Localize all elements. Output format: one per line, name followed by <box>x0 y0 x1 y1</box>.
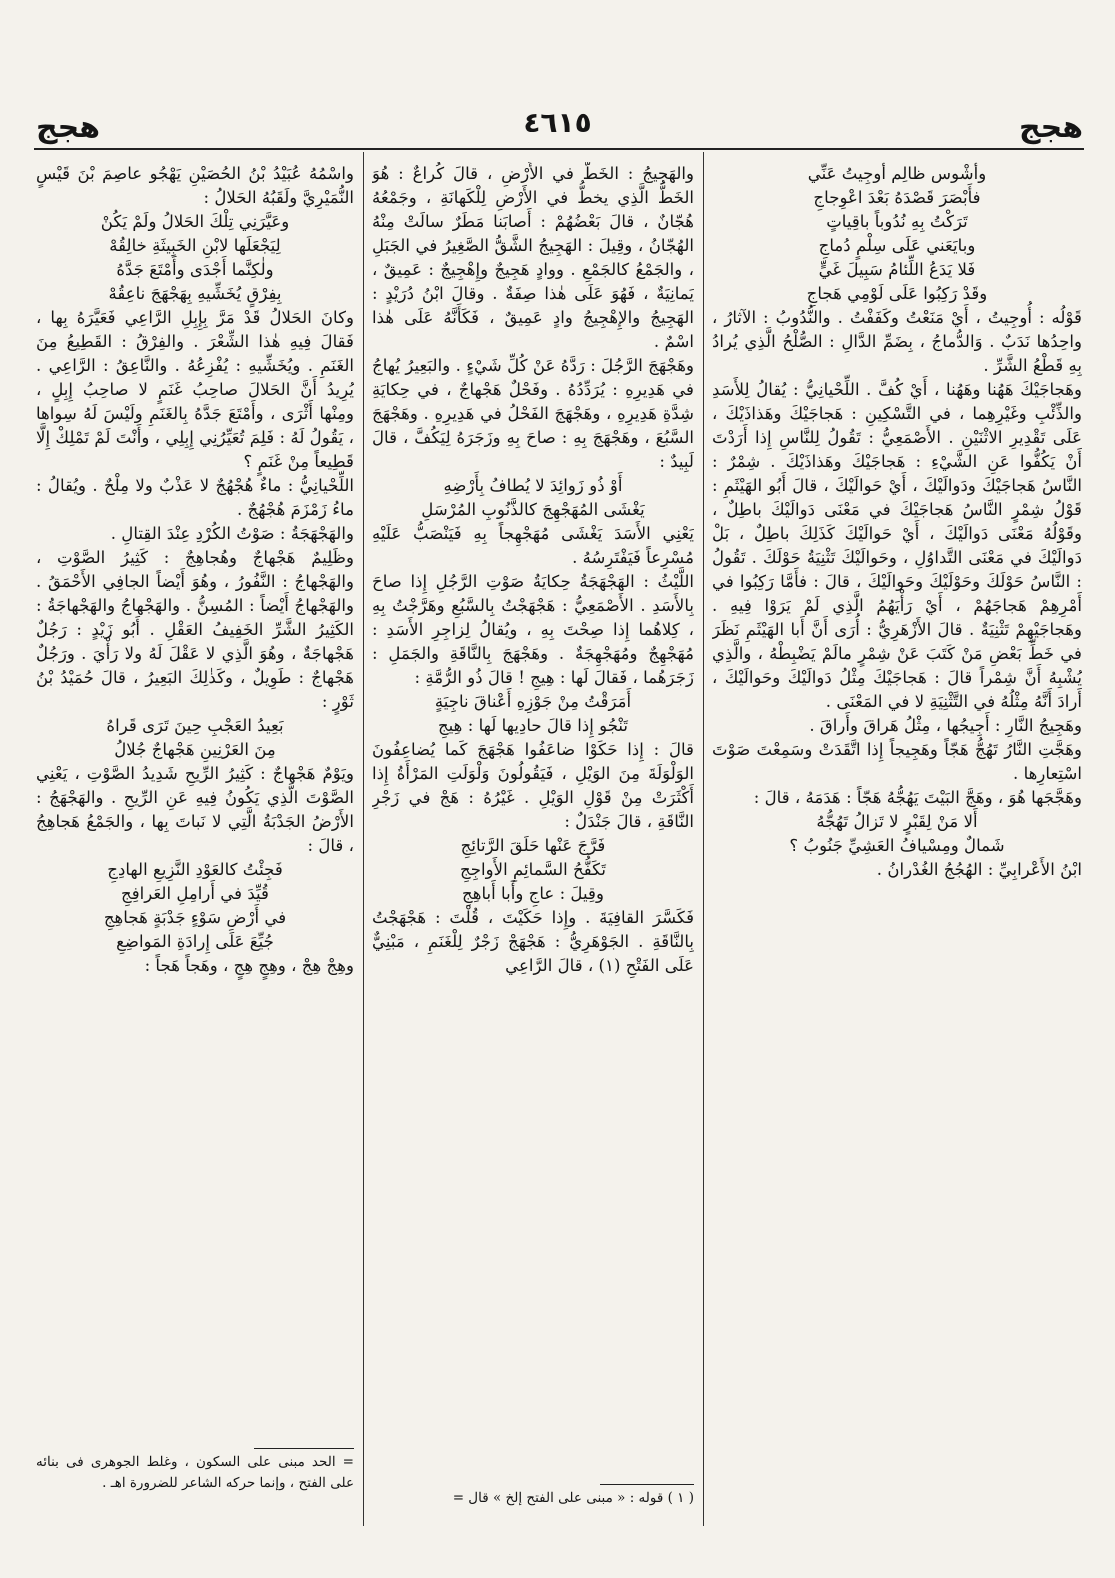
verse-line: فأَبْصَرَ قَصْدَهُ بَعْدَ اعْوِجاجِ <box>813 188 981 207</box>
entry-paragraph: اللَّيْثُ : الهَجْهَجَةُ حِكايَةُ صَوْتِ الرَّجُلِ إِذا صاحَ بِالأَسَدِ . الأَصْمَعِيُّ : هَجْهَجْتُ بِالسَّبُعِ وهَرَّجْتُ بِهِ ، كِلاهُما إِذا صِحْتَ بِهِ ، ويُقالُ لِزاجِرِ الأَسَدِ : مُهَجْهِجٌ ومُهَجْهِجَةٌ . وهَجْهَجَ بِالنَّاقَةِ والجَمَلِ : زَجَرَهُما ، فَقالَ لَها : هِيجِ ! قالَ ذُو الرُّمَّةِ : <box>372 572 694 687</box>
verse-line: لِيَجْعَلَها لابْنِ الخَبِيثَةِ خالِقُهْ <box>109 236 281 255</box>
column-divider-left <box>363 152 364 1526</box>
column-divider-right <box>703 152 704 1526</box>
verse-line: مِنَ العَرْنِينِ هَجْهاجٌ جُلالُ <box>114 740 276 759</box>
entry-paragraph: قَوْلُه : أُوجِيتُ ، أَيْ مَنَعْتُ وكَفَفْتُ . والنُّدُوبُ : الآثارُ ، واحِدُها نَدَبٌ . وَالدُّماجُ ، بِضَمِّ الدَّالِ : الصُّلْحُ الَّذِي يُرادُ بِهِ قَطْعُ الشَّرِّ . <box>712 308 1082 375</box>
headword-right: هجج <box>1018 110 1083 145</box>
entry-paragraph: وكانَ الحَلالُ قَدْ مَرَّ بِإِبِلِ الرَّاعِي فَعَيَّرَهُ بِها ، فَقالَ فِيهِ هٰذا الشِّعْرَ . والفِرْقُ : القَطِيعُ مِنَ الغَنَمِ . ويُخَشِّيهِ : يُفْزِعُهُ . والنَّاعِقُ : الرَّاعِي . يُرِيدُ أَنَّ الحَلالَ صاحِبُ غَنَمٍ لا صاحِبُ إِبِلٍ ، ومِنْها أَثْرَى ، وأَمْتَعَ جَدَّهُ بِالغَنَمِ ولَيْسَ لَهُ سِواها ، يَقُولُ لَهُ : فَلِمَ تُعَيِّرُنِي إِبِلِي ، وأَنْتَ لَمْ تَمْلِكْ إِلَّا قَطِيعاً مِنْ غَنَمٍ ؟ <box>36 308 354 471</box>
entry-paragraph: وظَلِيمٌ هَجْهاجٌ وهُجاهِجٌ : كَثِيرُ الصَّوْتِ ، والهَجْهاجُ : النَّفُورُ ، وهُوَ أَيْضاً الجافِي الأَحْمَقُ . والهَجْهاجُ أَيْضاً : المُسِنُّ . والهَجْهاجُ والهَجْهاجَةُ : الكَثِيرُ الشَّرِّ الخَفِيفُ العَقْلِ . أَبُو زَيْدٍ : رَجُلٌ هَجْهاجَةٌ ، وهُوَ الَّذِي لا عَقْلَ لَهُ ولا رَأْيَ . ورَجُلٌ هَجْهاجٌ : طَوِيلٌ ، وكَذٰلِكَ البَعِيرُ ، قالَ حُمَيْدُ بْنُ ثَوْرٍ : <box>36 548 354 711</box>
entry-paragraph: فَكَسَّرَ القافِيَةَ . وإِذا حَكَيْتَ ، قُلْتَ : هَجْهَجْتُ بِالنَّاقَةِ . الجَوْهَرِيُّ : هَجْهَجْ زَجْرٌ لِلْغَنَمِ ، مَبْنِيٌّ عَلَى الفَتْحِ (١) ، قالَ الرَّاعِي <box>372 908 694 975</box>
verse-line: تَكَفُّحُ السَّمائِمِ الأَواجِجِ <box>460 860 606 879</box>
verse-line: أَوْ ذُو زَوائِدَ لا يُطافُ بِأَرْضِهِ <box>443 476 623 495</box>
footnote-middle: ( ١ ) قوله : « مبنى على الفتح إلخ » قال = <box>452 1490 694 1506</box>
verse-line: وقَدْ رَكِبُوا عَلَى لَوْمِي هَجاجِ <box>806 284 988 303</box>
verse-line: يَغْشَى المُهَجْهِجَ كالذَّنُوبِ المُرْسَلِ <box>421 500 645 519</box>
entry-paragraph: يَعْنِي الأَسَدَ يَغْشَى مُهَجْهِجاً بِهِ فَيَنْصَبُّ عَلَيْهِ مُسْرِعاً فَيَفْتَرِسُهُ . <box>372 524 694 567</box>
text-column-middle <box>372 162 694 1482</box>
verse-line: فَرَّجَ عَنْها حَلَقَ الرَّتائِجِ <box>460 836 606 855</box>
verse-line: فَجِئْتُ كالعَوْدِ النَّزِيعِ الهادِجِ <box>107 860 283 879</box>
entry-paragraph: والهَجِيجُ : الخَطُّ في الأَرْضِ ، قالَ كُراعٌ : هُوَ الخَطُّ الَّذِي يخطُّ في الأَرْضِ لِلْكَهانَةِ ، وجَمْعُهُ هُجّانٌ ، قالَ بَعْضُهُمْ : أَصابَنا مَطَرٌ سالَتْ مِنْهُ الهُجّانُ ، وقِيلَ : الهَجِيجُ الشَّقُّ الصَّغِيرُ في الجَبَلِ ، والجَمْعُ كالجَمْعِ . ووادٍ هَجِيجٌ وإِهْجِيجٌ : عَمِيقٌ ، يَمانِيَةٌ ، فَهُوَ عَلَى هٰذا صِفَةٌ . وقالَ ابْنُ دُرَيْدٍ : الهَجِيجُ والإِهْجِيجُ وادٍ عَمِيقٌ ، فَكَأَنَّهُ عَلَى هٰذا اسْمٌ . <box>372 164 694 351</box>
verse-line: جُيِّعَ عَلَى إِرادَةِ المَواضِعِ <box>116 932 274 951</box>
footnote-left: = الحد مبنى على السكون ، وغلط الجوهرى فى بنائه على الفتح ، وإنما حركه الشاعر للضرورة اهـ . <box>36 1454 354 1491</box>
verse-line: بَعِيدُ العَجْبِ حِينَ تَرَى قَراهُ <box>106 716 284 735</box>
verse-line: تَنْجُو إِذا قالَ حادِيها لَها : هِيجِ <box>437 716 629 735</box>
verse-line: أَلا مَنْ لِقَبْرٍ لا تَزالُ تَهُجُّهُ <box>816 812 978 831</box>
entry-paragraph: وهَجْهَجَ الرَّجُلَ : رَدَّهُ عَنْ كُلِّ شَيْءٍ . والبَعِيرُ يُهاجُ في هَدِيرِهِ : يُرَدِّدُهُ . وفَحْلٌ هَجْهاجٌ ، في حِكايَةِ شِدَّةِ هَدِيرِهِ ، وهَجْهَجَ الفَحْلُ في هَدِيرِهِ . وهَجْهَجَ السَّبُعَ ، وهَجْهَجَ بِهِ : صاحَ بِهِ وزَجَرَهُ لِيَكُفَّ ، قالَ لَبِيدٌ : <box>372 356 694 471</box>
verse-line: وعَيَّرَنِي تِلْكَ الحَلالُ ولَمْ يَكُنْ <box>100 212 290 231</box>
verse-line: وقِيلَ : عاجِ وأَبا أَباهِجِ <box>462 884 604 903</box>
entry-paragraph: والهَجْهَجَةُ : صَوْتُ الكُرْدِ عِنْدَ القِتالِ . <box>110 524 354 543</box>
entry-paragraph: ويَوْمٌ هَجْهاجٌ : كَثِيرُ الرِّيحِ شَدِيدُ الصَّوْتِ ، يَعْنِي الصَّوْتَ الَّذِي يَكُونُ فِيهِ عَنِ الرِّيحِ . والهَجْهَجُ : الأَرْضُ الجَدْبَةُ الَّتِي لا نَباتَ بِها ، والجَمْعُ هَجاهِجُ ، قالَ : <box>36 764 354 855</box>
headword-left: هجج <box>36 110 101 145</box>
entry-paragraph: ابْنُ الأَعْرابِيِّ : الهُجُجُ الغُدْرانُ . <box>876 860 1082 879</box>
verse-line: في أَرْضِ سَوْءٍ جَدْبَةٍ هَجاهِجِ <box>103 908 287 927</box>
footnote-rule-left <box>254 1448 354 1449</box>
entry-paragraph: وهِجْ هِجْ ، وهِجٍ هِجٍ ، وهَجاً هَجاً : <box>144 956 354 975</box>
verse-line: بِفِرْقٍ يُخَشِّيهِ بِهَجْهَجَ ناعِقُهْ <box>108 284 282 303</box>
footnote-rule-middle <box>600 1484 694 1485</box>
text-column-left <box>36 162 354 1482</box>
text-column-right <box>712 162 1082 1482</box>
verse-line: أَمَرَقْتُ مِنْ جَوْزِهِ أَعْناقَ ناجِيَةٍ <box>434 692 632 711</box>
entry-paragraph: قالَ : إِذا حَكَوْا ضاعَفُوا هَجْهَجَ كَما يُضاعِفُونَ الوَلْوَلَةَ مِنَ الوَيْلِ ، فَيَقُولُونَ وَلْوَلَتِ المَرْأَةُ إِذا أَكْثَرَتْ مِنْ قَوْلِ الوَيْلِ . غَيْرُهُ : هَجْ في زَجْرِ النَّاقَةِ ، قالَ جَنْدَلٌ : <box>372 740 694 831</box>
verse-line: تَرَكْتُ بِهِ نُدُوباً باقِياتٍ <box>826 212 968 231</box>
entry-paragraph: واسْمُهُ عُبَيْدُ بْنُ الحُصَيْنِ يَهْجُو عاصِمَ بْنَ قَيْسٍ النُّمَيْرِيَّ ولَقَبُهُ الحَلالُ : <box>36 164 354 207</box>
header-rule <box>34 148 1084 150</box>
entry-paragraph: وهَجَّجَها هُوَ ، وهَجَّ البَيْتَ يَهُجُّهُ هَجّاً : هَدَمَهُ ، قالَ : <box>753 788 1082 807</box>
entry-paragraph: وهَجاجَيْكَ هَهُنا وهَهُنا ، أَيْ كُفَّ . اللِّحْيانِيُّ : يُقالُ لِلأَسَدِ والذِّئْبِ وغَيْرِهِما ، في التَّسْكِينِ : هَجاجَيْكَ وهَذاذَيْكَ ، عَلَى تَقْدِيرِ الاثْنَيْنِ . الأَصْمَعِيُّ : تَقُولُ لِلنَّاسِ إِذا أَرَدْتَ أَنْ يَكُفُّوا عَنِ الشَّيْءِ : هَجاجَيْكَ وهَذاذَيْكَ . شِمْرٌ : النَّاسُ هَجاجَيْكَ ودَوالَيْكَ ، أَيْ حَوالَيْكَ ، قالَ أَبُو الهَيْثَمِ : قَوْلُ شِمْرٍ النَّاسُ هَجاجَيْكَ في مَعْنَى دَوالَيْكَ باطِلٌ ، وقَوْلُهُ مَعْنَى دَوالَيْكَ ، أَيْ حَوالَيْكَ كَذَلِكَ باطِلٌ ، بَلْ دَوالَيْكَ في مَعْنَى التَّداوُلِ ، وحَوالَيْكَ تَثْنِيَةُ حَوْلَكَ . تَقُولُ : النَّاسُ حَوْلَكَ وحَوْلَيْكَ وحَوالَيْكَ ، قالَ : فأَمَّا رَكِبُوا في أَمْرِهِمْ هَجاجَهُمْ ، أَيْ رَأْيَهُمُ الَّذِي لَمْ يَرَوْا فِيهِ . وهَجاجَيْهِمْ تَثْنِيَةٌ . قالَ الأَزْهَرِيُّ : أُرَى أَنَّ أَبا الهَيْثَمِ نَظَرَ في خَطِّ بَعْضِ مَنْ كَتَبَ عَنْ شِمْرٍ مالَمْ يَضْبِطْهُ ، والَّذِي يُشْبِهُ أَنَّ شِمْراً قالَ : هَجاجَيْكَ مِثْلُ دَوالَيْكَ وحَوالَيْكَ ، أَرادَ أَنَّهُ مِثْلُهُ في التَّثْنِيَةِ لا في المَعْنَى . <box>712 380 1082 711</box>
entry-paragraph: وهَجِيجُ النَّارِ : أَجِيجُها ، مِثْلُ هَراقَ وأَراقَ . <box>809 716 1082 735</box>
verse-line: وأشْوس ظالِم أُوجِيتُ عَنِّي <box>807 164 987 183</box>
entry-paragraph: وهَجَّتِ النَّارُ تَهُجُّ هَجّاً وهَجِيجاً إِذا اتَّقَدَتْ وسَمِعْتَ صَوْتَ اسْتِعارِها . <box>712 740 1082 783</box>
verse-line: وبايَعَني عَلَى سِلْمٍ دُماجِ <box>818 236 976 255</box>
page-number: ٤٦١٥ <box>523 106 592 139</box>
entry-paragraph: اللِّحْيانِيُّ : ماءٌ هُجْهُجٌ لا عَذْبٌ ولا مِلْحٌ . ويُقالُ : ماءُ زَمْزَمَ هُجْهُجٌ . <box>36 476 354 519</box>
verse-line: شَمالٌ ومِسْيافُ العَشِيِّ جَنُوبُ ؟ <box>789 836 1005 855</box>
verse-line: ولٰكِنَّما أَجْدَى وأَمْتَعَ جَدَّهُ <box>116 260 274 279</box>
verse-line: قُيِّدَ في أَرامِلِ العَرافِجِ <box>120 884 269 903</box>
verse-line: فَلا يَدَعُ اللِّئامُ سَبِيلَ غَيٍّ <box>818 260 976 279</box>
